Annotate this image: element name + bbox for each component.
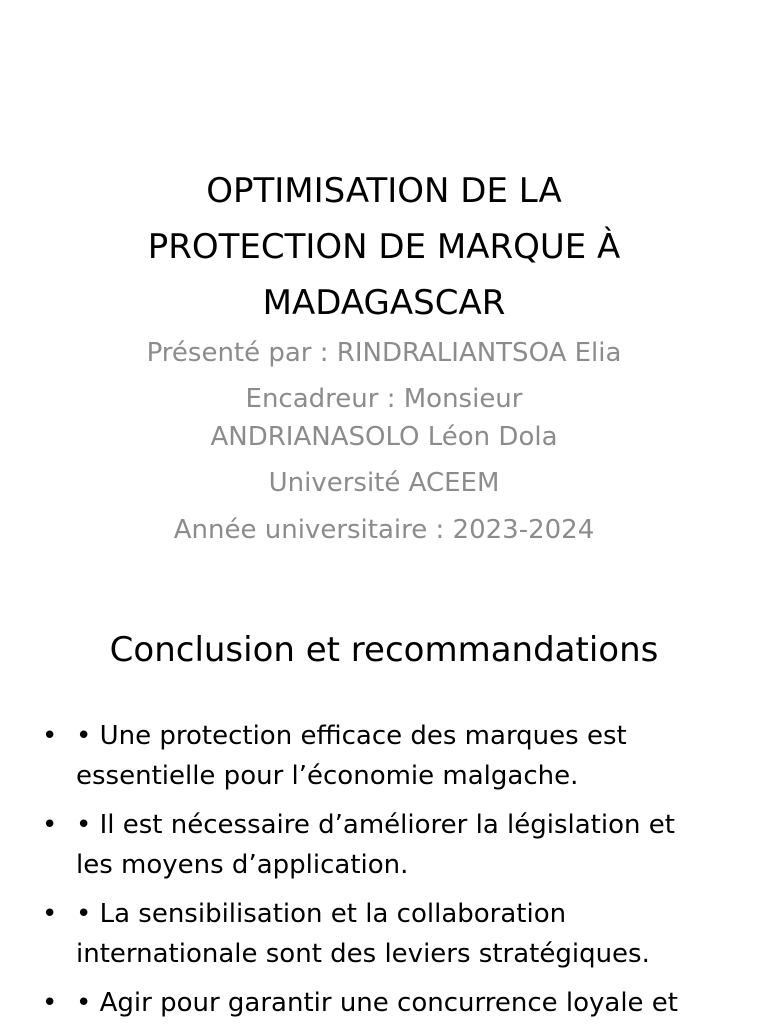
university-line: Université ACEEM [268,468,500,498]
academic-year-line: Année universitaire : 2023-2024 [173,515,595,545]
bullet-icon: • [42,899,58,929]
bullet-text-line: essentielle pour l’économie malgache. [76,761,579,791]
supervisor-line-2: ANDRIANASOLO Léon Dola [210,422,558,452]
bullet-text-line: les moyens d’application. [76,850,409,880]
bullet-icon: • [42,721,58,751]
bullet-text-line: • Agir pour garantir une concurrence loyale et [76,988,678,1018]
recommendations-list [42,716,742,1024]
academic-year-text [0,510,768,550]
university-text [0,463,768,503]
title-line-3: MADAGASCAR [262,283,506,323]
bullet-icon: • [42,988,58,1018]
presenter-line: Présenté par : RINDRALIANTSOA Elia [146,338,622,368]
list-item [42,805,742,885]
slide-subtitle [0,333,768,550]
title-line-2: PROTECTION DE MARQUE À [147,227,621,267]
slide-title [0,163,768,331]
title-line-1: OPTIMISATION DE LA [206,171,562,211]
supervisor-line-1: Encadreur : Monsieur [245,384,523,414]
bullet-text-line: internationale sont des leviers stratégiques. [76,939,650,969]
bullet-text-line: • Une protection efficace des marques est [76,721,627,751]
list-item [42,716,742,796]
section-heading: Conclusion et recommandations [109,630,659,670]
list-item [42,894,742,974]
bullet-text-line: • La sensibilisation et la collaboration [76,899,567,929]
presenter-text [0,333,768,373]
list-item [42,983,742,1023]
bullet-icon: • [42,810,58,840]
bullet-text-line: • Il est nécessaire d’améliorer la législation et [76,810,675,840]
supervisor-text [0,380,768,456]
